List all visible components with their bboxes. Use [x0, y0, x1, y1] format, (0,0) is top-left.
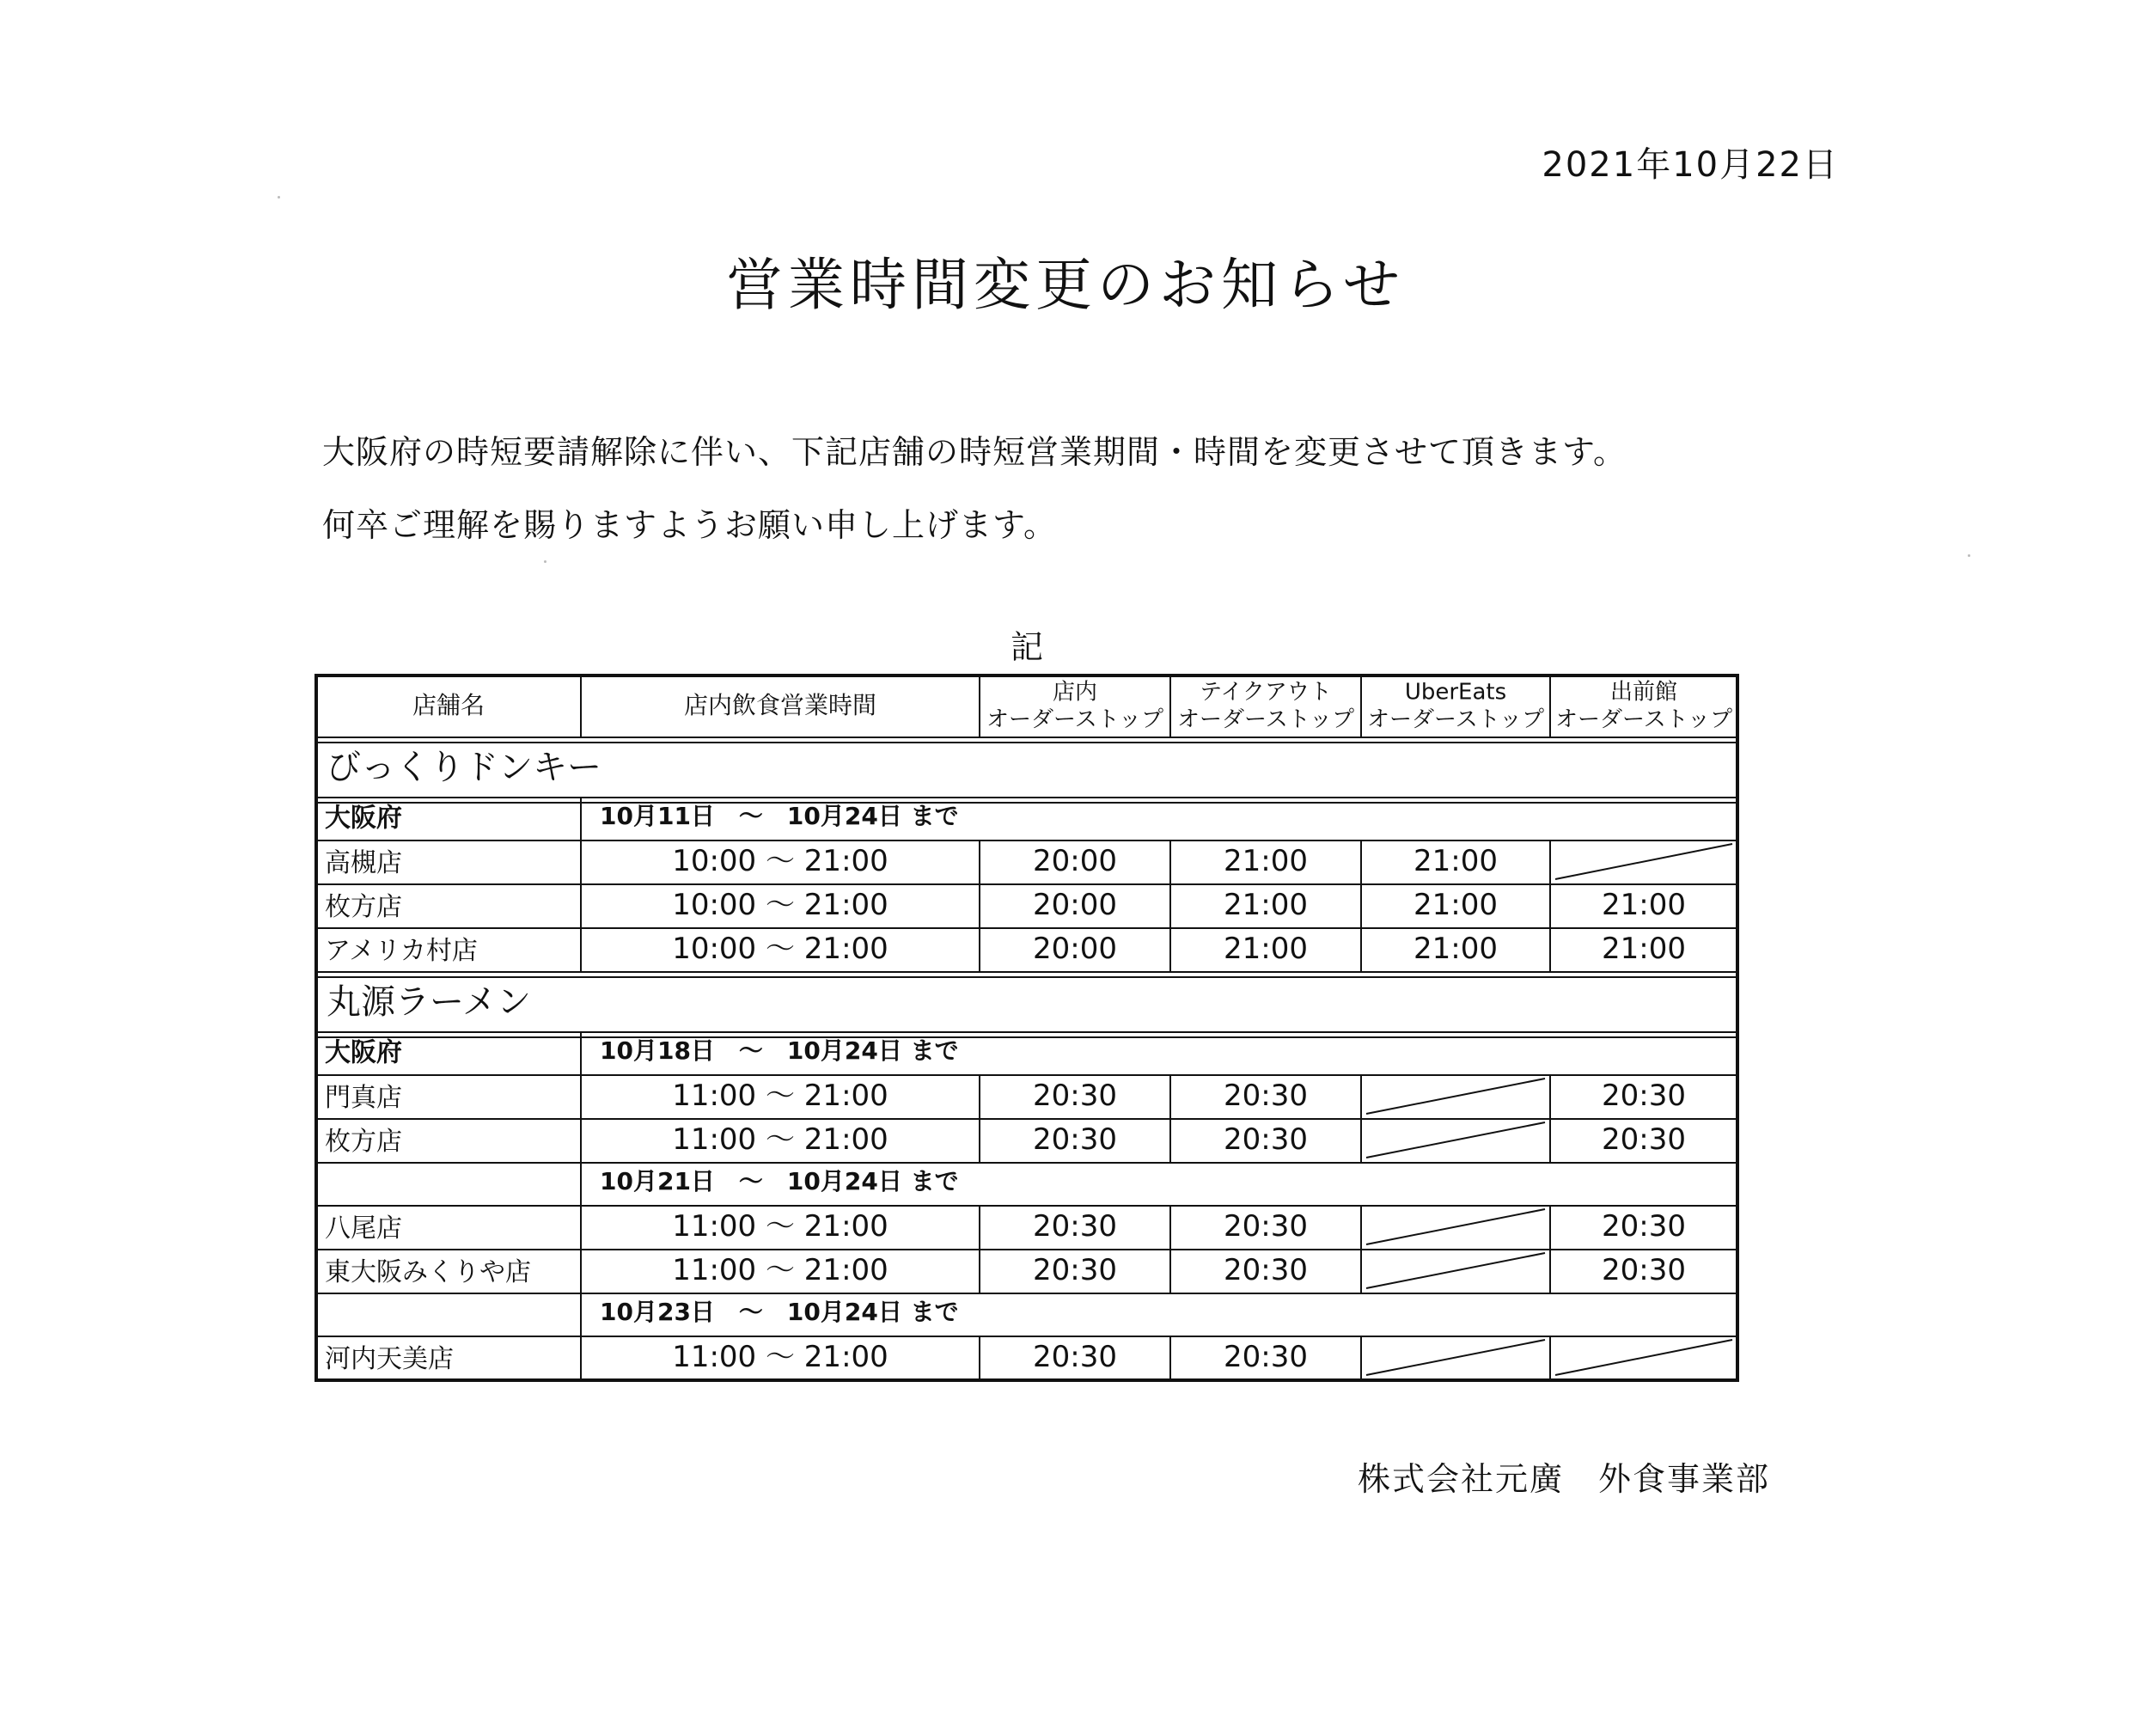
- store-name: 八尾店: [325, 1213, 402, 1244]
- order-stop-time: 21:00: [1414, 844, 1498, 878]
- store-name: 河内天美店: [325, 1344, 454, 1374]
- period-range: 10月23日 ～ 10月24日 まで: [600, 1298, 959, 1326]
- period-range: 10月11日 ～ 10月24日 まで: [600, 802, 959, 830]
- intro-line-1: 大阪府の時短要請解除に伴い、下記店舗の時短営業期間・時間を変更させて頂きます。: [322, 433, 1627, 471]
- order-stop-time: 20:30: [1602, 1079, 1686, 1113]
- order-stop-time: 20:30: [1033, 1079, 1117, 1113]
- period-range: 10月21日 ～ 10月24日 まで: [600, 1167, 959, 1195]
- dine-in-hours: 11:00 ～ 21:00: [672, 1340, 888, 1374]
- scan-speck: [544, 560, 546, 563]
- order-stop-time: 21:00: [1602, 932, 1686, 966]
- order-stop-time: 20:30: [1602, 1122, 1686, 1157]
- dine-in-hours: 10:00 ～ 21:00: [672, 932, 888, 966]
- ki-heading: 記: [1010, 628, 1043, 666]
- dine-in-hours: 11:00 ～ 21:00: [672, 1209, 888, 1244]
- header-cell: 店舗名: [412, 691, 485, 719]
- order-stop-time: 20:30: [1033, 1122, 1117, 1157]
- not-available-slash: [1366, 1253, 1545, 1288]
- region-label: 大阪府: [325, 803, 402, 834]
- not-available-slash: [1366, 1079, 1545, 1114]
- store-name: 門真店: [325, 1083, 402, 1113]
- order-stop-time: 20:30: [1033, 1253, 1117, 1287]
- brand-name: びっくりドンキー: [327, 748, 601, 787]
- dine-in-hours: 10:00 ～ 21:00: [672, 844, 888, 878]
- order-stop-time: 20:00: [1033, 888, 1117, 922]
- order-stop-time: 20:00: [1033, 932, 1117, 966]
- header-cell-line2: オーダーストップ: [986, 706, 1163, 733]
- order-stop-time: 20:30: [1224, 1079, 1308, 1113]
- store-name: 枚方店: [325, 1127, 402, 1157]
- order-stop-time: 20:30: [1033, 1209, 1117, 1244]
- header-cell-line2: オーダーストップ: [1555, 706, 1732, 733]
- scan-speck: [1968, 554, 1970, 557]
- header-cell-line2: オーダーストップ: [1367, 706, 1544, 733]
- header-cell-line1: UberEats: [1404, 679, 1507, 706]
- not-available-slash: [1555, 844, 1732, 879]
- header-cell-line1: 出前館: [1609, 679, 1678, 706]
- order-stop-time: 20:30: [1224, 1122, 1308, 1157]
- order-stop-time: 21:00: [1224, 932, 1308, 966]
- store-name: 枚方店: [325, 892, 402, 922]
- dine-in-hours: 10:00 ～ 21:00: [672, 888, 888, 922]
- company-signature: 株式会社元廣 外食事業部: [1357, 1460, 1770, 1498]
- document-date: 2021年10月22日: [1542, 145, 1839, 185]
- brand-name: 丸源ラーメン: [327, 982, 531, 1022]
- document-title: 営業時間変更のお知らせ: [725, 252, 1406, 318]
- order-stop-time: 20:30: [1033, 1340, 1117, 1374]
- header-cell: 店内飲食営業時間: [683, 691, 877, 719]
- order-stop-time: 21:00: [1414, 932, 1498, 966]
- dine-in-hours: 11:00 ～ 21:00: [672, 1079, 888, 1113]
- intro-line-2: 何卒ご理解を賜りますようお願い申し上げます。: [322, 506, 1057, 544]
- not-available-slash: [1555, 1340, 1732, 1375]
- store-name: 東大阪みくりや店: [325, 1257, 531, 1287]
- order-stop-time: 20:00: [1033, 844, 1117, 878]
- dine-in-hours: 11:00 ～ 21:00: [672, 1253, 888, 1287]
- order-stop-time: 21:00: [1224, 844, 1308, 878]
- dine-in-hours: 11:00 ～ 21:00: [672, 1122, 888, 1157]
- period-range: 10月18日 ～ 10月24日 まで: [600, 1036, 959, 1065]
- order-stop-time: 21:00: [1414, 888, 1498, 922]
- not-available-slash: [1366, 1122, 1545, 1158]
- order-stop-time: 20:30: [1224, 1253, 1308, 1287]
- order-stop-time: 21:00: [1602, 888, 1686, 922]
- order-stop-time: 20:30: [1224, 1209, 1308, 1244]
- order-stop-time: 20:30: [1602, 1209, 1686, 1244]
- order-stop-time: 20:30: [1224, 1340, 1308, 1374]
- store-name: 高槻店: [325, 848, 402, 878]
- not-available-slash: [1366, 1340, 1545, 1375]
- scan-speck: [278, 196, 280, 199]
- header-cell-line1: テイクアウト: [1200, 679, 1332, 706]
- order-stop-time: 20:30: [1602, 1253, 1686, 1287]
- store-name: アメリカ村店: [325, 936, 478, 966]
- region-label: 大阪府: [325, 1037, 402, 1068]
- order-stop-time: 21:00: [1224, 888, 1308, 922]
- header-cell-line1: 店内: [1052, 679, 1098, 706]
- header-cell-line2: オーダーストップ: [1177, 706, 1354, 733]
- not-available-slash: [1366, 1209, 1545, 1244]
